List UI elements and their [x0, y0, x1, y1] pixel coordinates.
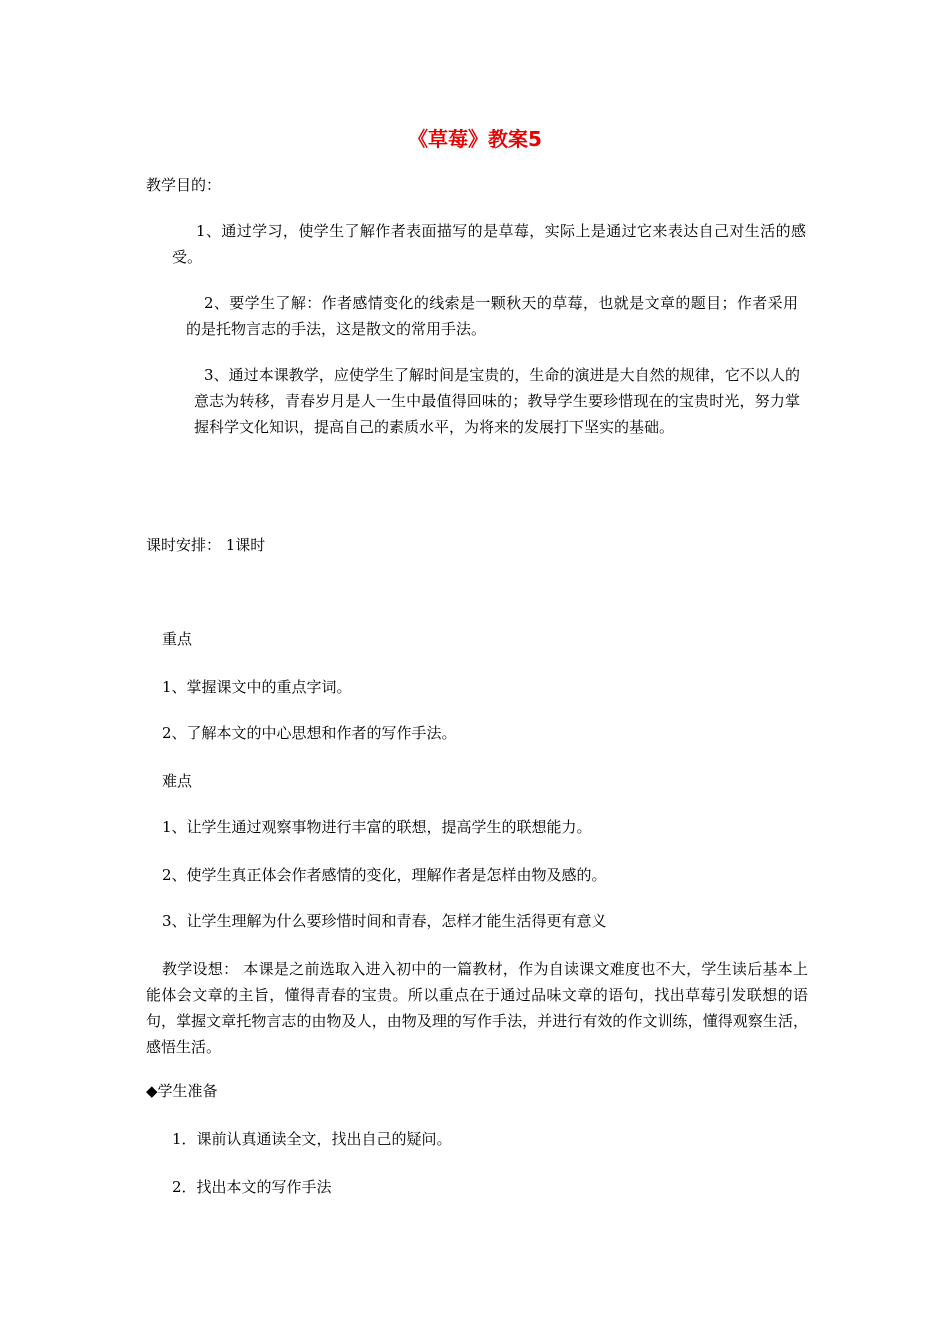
teaching-design-paragraph: 教学设想： 本课是之前选取入进入初中的一篇教材，作为自读课文难度也不大，学生读后基本上能体会文章的主旨，懂得青春的宝贵。所以重点在于通过品味文章的语句，找出草莓引发联想的语句，掌握文章托物言志的由物及人，由物及理的写作手法，并进行有效的作文训练，懂得观察生活，感悟生活。: [146, 960, 808, 1056]
key-points-heading: 重点: [162, 630, 193, 648]
objective-item: 1、通过学习，使学生了解作者表面描写的是草莓，实际上是通过它来表达自己对生活的感受。: [172, 222, 806, 266]
difficulty-item: 1、让学生通过观察事物进行丰富的联想，提高学生的联想能力。: [162, 818, 592, 836]
preparation-heading: ◆学生准备: [146, 1082, 218, 1100]
preparation-item: 2．找出本文的写作手法: [172, 1178, 332, 1196]
objectives-heading: 教学目的：: [146, 176, 222, 194]
preparation-item: 1．课前认真通读全文，找出自己的疑问。: [172, 1130, 452, 1148]
difficulty-item: 2、使学生真正体会作者感情的变化，理解作者是怎样由物及感的。: [162, 866, 607, 884]
schedule-line: 课时安排： 1课时: [146, 536, 266, 554]
objective-item: 2、要学生了解：作者感情变化的线索是一颗秋天的草莓，也就是文章的题目；作者采用的是托物言志的手法，这是散文的常用手法。: [186, 294, 798, 338]
key-point-item: 1、掌握课文中的重点字词。: [162, 678, 352, 696]
key-point-item: 2、了解本文的中心思想和作者的写作手法。: [162, 724, 457, 742]
document-title: 《草莓》教案5: [408, 127, 542, 151]
difficulty-item: 3、让学生理解为什么要珍惜时间和青春，怎样才能生活得更有意义: [162, 912, 607, 930]
objective-item: 3、通过本课教学，应使学生了解时间是宝贵的，生命的演进是大自然的规律，它不以人的意志为转移，青春岁月是人一生中最值得回味的；教导学生要珍惜现在的宝贵时光，努力掌握科学文化知识，提高自己的素质水平，为将来的发展打下坚实的基础。: [194, 366, 800, 436]
difficulties-heading: 难点: [162, 772, 193, 790]
